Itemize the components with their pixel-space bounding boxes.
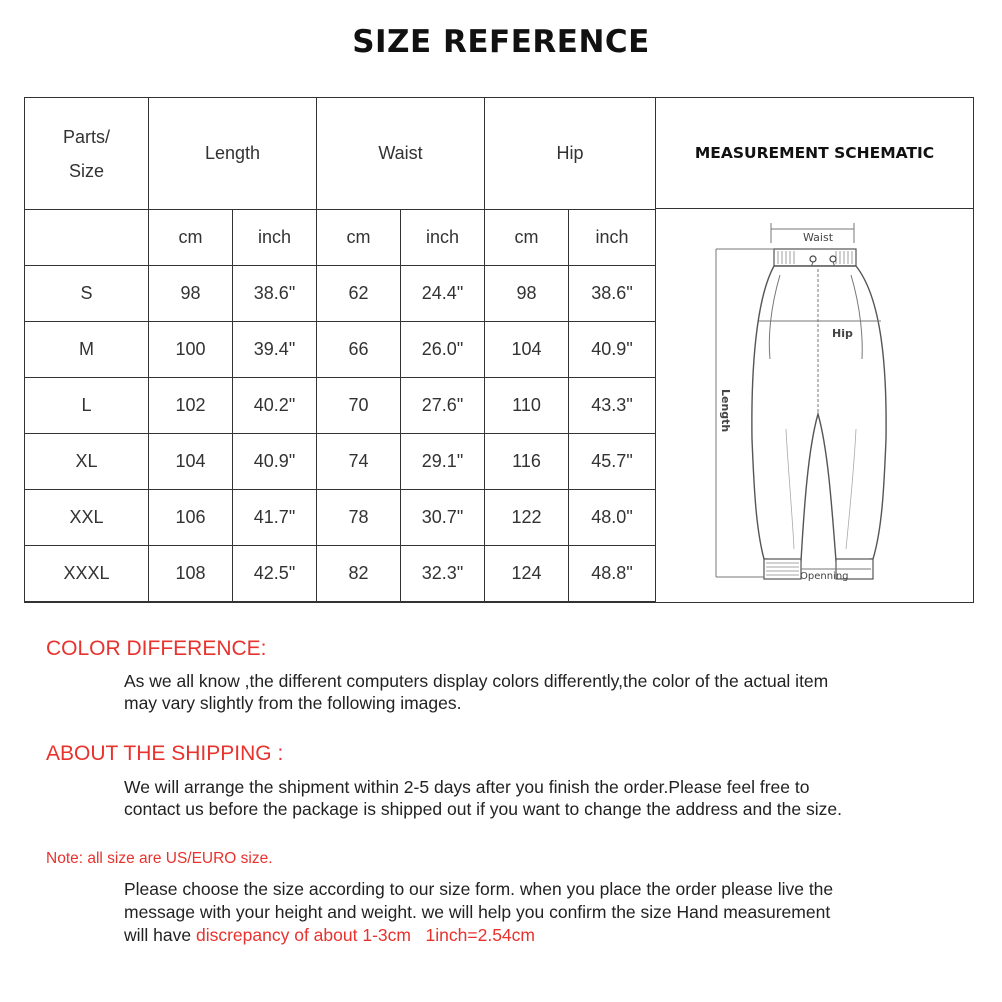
value-cell: 38.6"	[233, 266, 317, 322]
note-line	[124, 924, 833, 947]
size-label: XXXL	[25, 546, 149, 602]
discrepancy-note: discrepancy of about 1-3cm 1inch=2.54cm	[195, 925, 535, 945]
unit-cell: cm	[317, 210, 401, 266]
value-cell: 42.5"	[233, 546, 317, 602]
unit-cell: inch	[569, 210, 656, 266]
value-cell: 43.3"	[569, 378, 656, 434]
value-cell: 116	[485, 434, 569, 490]
value-cell: 48.8"	[569, 546, 656, 602]
value-cell: 29.1"	[401, 434, 485, 490]
pants-schematic-illustration	[656, 209, 975, 604]
corner-header	[25, 98, 149, 210]
units-row	[25, 210, 656, 266]
header-length: Length	[149, 98, 317, 210]
unit-cell: cm	[149, 210, 233, 266]
value-cell: 124	[485, 546, 569, 602]
value-cell: 62	[317, 266, 401, 322]
value-cell: 98	[485, 266, 569, 322]
note-line: Please choose the size according to our size form. when you place the order please live the	[124, 879, 834, 899]
shipping-heading: ABOUT THE SHIPPING :	[46, 742, 284, 765]
header-waist: Waist	[317, 98, 485, 210]
value-cell: 70	[317, 378, 401, 434]
value-cell: 40.9"	[233, 434, 317, 490]
value-cell: 24.4"	[401, 266, 485, 322]
value-cell: 110	[485, 378, 569, 434]
table-row	[25, 378, 656, 434]
value-cell: 100	[149, 322, 233, 378]
size-label: L	[25, 378, 149, 434]
note-line: message with your height and weight. we will help you confirm the size Hand measurement	[124, 902, 831, 922]
value-cell: 38.6"	[569, 266, 656, 322]
color-difference-line: As we all know ,the different computers display colors differently,the color of the actual item	[124, 671, 829, 691]
page-title: SIZE REFERENCE	[352, 24, 650, 60]
value-cell: 27.6"	[401, 378, 485, 434]
length-label: Length	[719, 389, 732, 433]
size-label: XL	[25, 434, 149, 490]
left-cuff	[764, 559, 801, 579]
size-table	[24, 97, 656, 602]
value-cell: 39.4"	[233, 322, 317, 378]
value-cell: 41.7"	[233, 490, 317, 546]
corner-label-parts: Parts/	[62, 126, 110, 147]
value-cell: 40.9"	[569, 322, 656, 378]
table-row	[25, 434, 656, 490]
value-cell: 108	[149, 546, 233, 602]
color-difference-heading: COLOR DIFFERENCE:	[46, 637, 267, 660]
measurement-schematic	[655, 208, 974, 603]
unit-cell: inch	[401, 210, 485, 266]
table-row	[25, 490, 656, 546]
table-row	[25, 266, 656, 322]
value-cell: 104	[149, 434, 233, 490]
note-text	[124, 878, 833, 947]
value-cell: 45.7"	[569, 434, 656, 490]
value-cell: 40.2"	[233, 378, 317, 434]
value-cell: 104	[485, 322, 569, 378]
header-hip: Hip	[485, 98, 656, 210]
value-cell: 122	[485, 490, 569, 546]
table-row	[25, 322, 656, 378]
size-label: M	[25, 322, 149, 378]
opening-label: Openning	[800, 571, 849, 582]
value-cell: 98	[149, 266, 233, 322]
note-heading: Note: all size are US/EURO size.	[46, 850, 273, 867]
value-cell: 66	[317, 322, 401, 378]
value-cell: 32.3"	[401, 546, 485, 602]
value-cell: 26.0"	[401, 322, 485, 378]
value-cell: 74	[317, 434, 401, 490]
table-row	[25, 546, 656, 602]
hip-label: Hip	[832, 327, 853, 340]
value-cell: 48.0"	[569, 490, 656, 546]
waist-label: Waist	[803, 231, 834, 244]
size-label: XXL	[25, 490, 149, 546]
units-blank	[25, 210, 149, 266]
corner-label-size: Size	[68, 160, 104, 181]
shipping-line: We will arrange the shipment within 2-5 days after you finish the order.Please feel free to	[124, 777, 810, 797]
note-line-prefix: will have	[124, 925, 196, 945]
unit-cell: inch	[233, 210, 317, 266]
shipping-text	[124, 776, 842, 820]
size-label: S	[25, 266, 149, 322]
schematic-title: MEASUREMENT SCHEMATIC	[694, 144, 935, 162]
unit-cell: cm	[485, 210, 569, 266]
value-cell: 82	[317, 546, 401, 602]
value-cell: 106	[149, 490, 233, 546]
value-cell: 102	[149, 378, 233, 434]
color-difference-text	[124, 670, 828, 714]
value-cell: 30.7"	[401, 490, 485, 546]
value-cell: 78	[317, 490, 401, 546]
color-difference-line: may vary slightly from the following images.	[124, 693, 462, 713]
shipping-line: contact us before the package is shipped out if you want to change the address and the size.	[124, 799, 842, 819]
